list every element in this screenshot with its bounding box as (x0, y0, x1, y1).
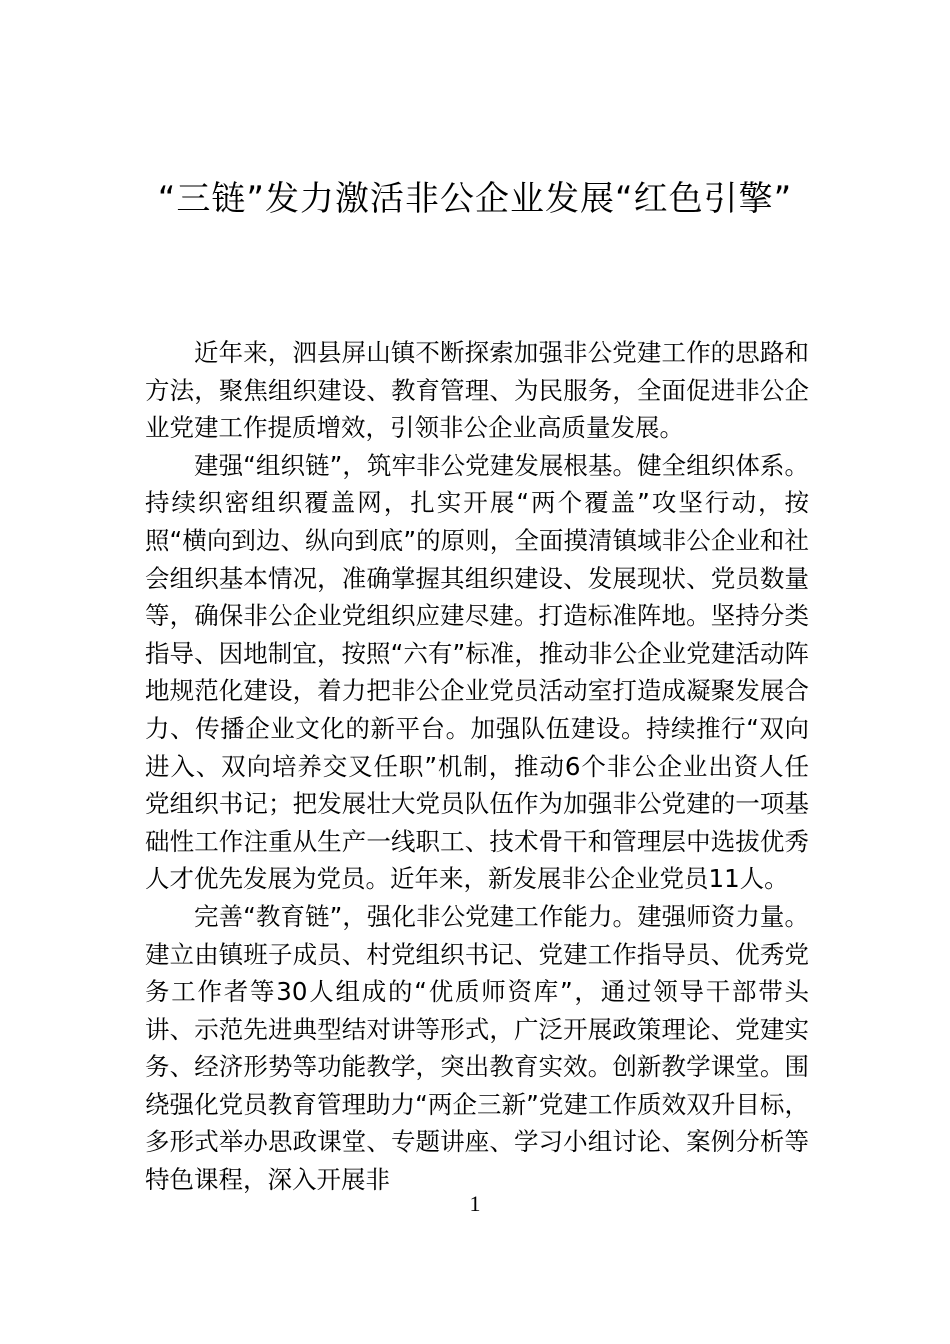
page-number: 1 (469, 1191, 481, 1216)
document-body (145, 334, 809, 1199)
document-title: “三链”发力激活非公企业发展“红色引擎” (157, 179, 793, 219)
paragraph-organization-chain: 建强“组织链”，筑牢非公党建发展根基。健全组织体系。持续织密组织覆盖网，扎实开展“两个覆盖”攻坚行动，按照“横向到边、纵向到底”的原则，全面摸清镇域非公企业和社会组织基本情况，准确掌握其组织建设、发展现状、党员数量等，确保非公企业党组织应建尽建。打造标准阵地。坚持分类指导、因地制宜，按照“六有”标准，推动非公企业党建活动阵地规范化建设，着力把非公企业党员活动室打造成凝聚发展合力、传播企业文化的新平台。加强队伍建设。持续推行“双向进入、双向培养交叉任职”机制，推动6个非公企业出资人任党组织书记；把发展壮大党员队伍作为加强非公党建的一项基础性工作注重从生产一线职工、技术骨干和管理层中选拔优秀人才优先发展为党员。近年来，新发展非公企业党员11人。 (145, 450, 809, 894)
paragraph-intro: 近年来，泗县屏山镇不断探索加强非公党建工作的思路和方法，聚焦组织建设、教育管理、为民服务，全面促进非公企业党建工作提质增效，引领非公企业高质量发展。 (145, 338, 809, 443)
paragraph-education-chain: 完善“教育链”，强化非公党建工作能力。建强师资力量。建立由镇班子成员、村党组织书记、党建工作指导员、优秀党务工作者等30人组成的“优质师资库”，通过领导干部带头讲、示范先进典型结对讲等形式，广泛开展政策理论、党建实务、经济形势等功能教学，突出教育实效。创新教学课堂。围绕强化党员教育管理助力“两企三新”党建工作质效双升目标，多形式举办思政课堂、专题讲座、学习小组讨论、案例分析等特色课程，深入开展非 (145, 901, 809, 1195)
